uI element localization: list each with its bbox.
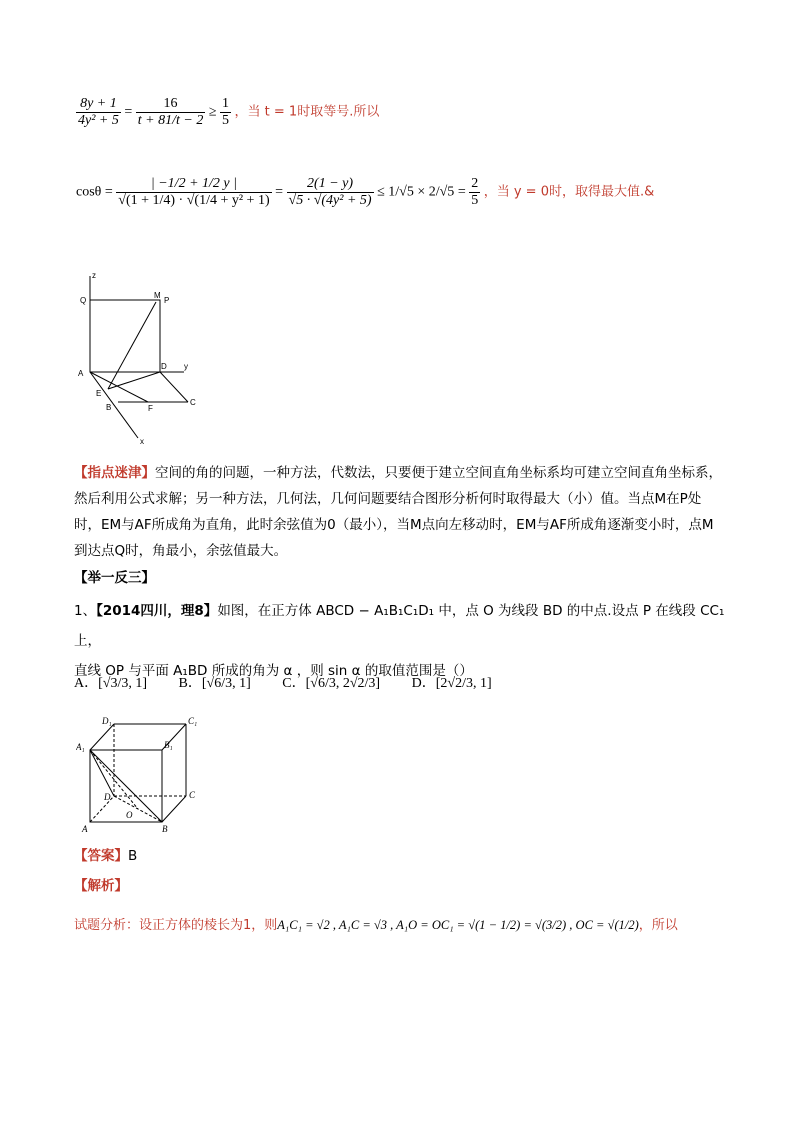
fraction-rhs bbox=[220, 96, 231, 129]
hidden-diagonal-db bbox=[114, 796, 162, 822]
question-number: 1、 bbox=[74, 603, 97, 619]
question-text-1: 如图，在正方体 ABCD − A₁B₁C₁D₁ 中，点 O 为线段 BD 的中点.设点 P 在线段 CC₁ 上， bbox=[74, 603, 725, 649]
ge-sign: ≥ bbox=[208, 104, 217, 120]
label-d1: D₁ bbox=[102, 716, 112, 726]
analysis-title: 【解析】 bbox=[74, 878, 128, 894]
answer-value: B bbox=[128, 848, 138, 864]
question-source: 【2014四川，理8】 bbox=[96, 603, 218, 619]
label-y: y bbox=[184, 362, 188, 371]
option-label: A． bbox=[74, 676, 99, 691]
numerator: 1 bbox=[222, 96, 230, 111]
option-value: [2√2/3, 1] bbox=[435, 676, 492, 691]
denominator: 5 bbox=[471, 193, 479, 208]
le-sign: ≤ bbox=[377, 184, 385, 200]
numerator: 16 bbox=[163, 96, 178, 111]
option-label: B． bbox=[178, 676, 202, 691]
formula-1-tail: ，当 t = 1时取等号.所以 bbox=[234, 104, 380, 120]
label-b: B bbox=[106, 403, 112, 412]
options-row bbox=[74, 672, 492, 692]
denominator: t + 81/t − 2 bbox=[137, 113, 204, 128]
edge-bc bbox=[162, 796, 186, 822]
label-q: Q bbox=[80, 296, 87, 305]
option-value: [√6/3, 1] bbox=[201, 676, 251, 691]
denominator: √5 · √(4y² + 5) bbox=[288, 193, 372, 208]
cos-theta: cosθ = bbox=[76, 184, 113, 200]
section-heading: 【举一反三】 bbox=[74, 570, 155, 586]
equals-sign: = bbox=[275, 184, 284, 200]
segment-a1d bbox=[90, 750, 114, 796]
denominator: 5 bbox=[222, 113, 230, 128]
tip-paragraph bbox=[74, 460, 724, 564]
product-term: 1/√5 × 2/√5 bbox=[388, 184, 455, 200]
option-value: [√6/3, 2√2/3] bbox=[305, 676, 381, 691]
label-a1: A₁ bbox=[76, 742, 85, 752]
fraction-lhs bbox=[76, 96, 121, 129]
numerator: 8y + 1 bbox=[80, 96, 117, 111]
label-m: M bbox=[154, 291, 161, 300]
solution-prefix: 试题分析：设正方体的棱长为1，则 bbox=[74, 918, 278, 933]
label-c: C bbox=[189, 790, 196, 800]
label-a: A bbox=[82, 824, 88, 834]
denominator: 4y² + 5 bbox=[78, 113, 119, 128]
tip-text: 空间的角的问题，一种方法，代数法，只要便于建立空间直角坐标系均可建立空间直角坐标系，然后利用公式求解；另一种方法，几何法，几何问题要结合图形分析何时取得最大（小）值。当点M在P处时，EM与AF所成角为直角，此时余弦值为0（最小），当M点向左移动时，EM与AF所成角逐渐变小时，点M到达点Q时，角最小，余弦值最大。 bbox=[74, 465, 722, 559]
denominator: √(1 + 1/4) · √(1/4 + y² + 1) bbox=[118, 193, 270, 208]
tip-title: 【指点迷津】 bbox=[74, 465, 155, 481]
fraction-4 bbox=[469, 176, 480, 209]
label-c1: C₁ bbox=[188, 716, 198, 726]
answer-title: 【答案】 bbox=[74, 848, 128, 864]
label-p: P bbox=[164, 296, 170, 305]
option-d[interactable] bbox=[412, 676, 492, 691]
option-label: C． bbox=[282, 676, 306, 691]
label-b: B bbox=[162, 824, 168, 834]
label-o: O bbox=[126, 810, 133, 820]
label-d: D bbox=[104, 792, 111, 802]
option-b[interactable] bbox=[179, 676, 251, 691]
label-e: E bbox=[96, 389, 102, 398]
option-c[interactable] bbox=[282, 676, 380, 691]
numerator: 2(1 − y) bbox=[307, 176, 354, 191]
label-a: A bbox=[78, 369, 84, 378]
numerator: | −1/2 + 1/2 y | bbox=[150, 176, 237, 191]
equals-sign: = bbox=[124, 104, 133, 120]
square-aqpd bbox=[90, 300, 160, 372]
fraction-cos bbox=[116, 176, 271, 209]
equals-sign: = bbox=[457, 184, 466, 200]
option-label: D． bbox=[411, 676, 436, 691]
answer-row bbox=[74, 844, 137, 864]
edge-dc bbox=[160, 372, 188, 402]
label-d: D bbox=[161, 362, 167, 371]
coordinate-figure bbox=[72, 268, 202, 448]
label-b1: B₁ bbox=[164, 740, 173, 750]
solution-line bbox=[74, 914, 734, 933]
option-value: [√3/3, 1] bbox=[98, 676, 148, 691]
question-text-2: 直线 OP 与平面 A₁BD 所成的角为 α ，则 sin α 的取值范围是（） bbox=[74, 663, 473, 679]
fraction-mid bbox=[136, 96, 206, 129]
label-x: x bbox=[140, 437, 144, 446]
label-c: C bbox=[190, 398, 196, 407]
formula-2 bbox=[76, 176, 654, 209]
formula-2-tail: ，当 y = 0时，取得最大值.& bbox=[483, 184, 655, 200]
label-z: z bbox=[92, 271, 96, 280]
label-f: F bbox=[148, 404, 153, 413]
edge-a1d1 bbox=[90, 724, 114, 750]
numerator: 2 bbox=[471, 176, 479, 191]
formula-1 bbox=[76, 96, 379, 129]
option-a[interactable] bbox=[74, 676, 147, 691]
solution-math: A₁C₁ = √2 , A₁C = √3 , A₁O = OC₁ = √(1 − 1/2) = √(3/2) , OC = √(1/2) bbox=[277, 918, 639, 932]
question-line-1 bbox=[74, 596, 734, 656]
fraction-2 bbox=[287, 176, 374, 209]
cube-figure bbox=[76, 714, 206, 836]
solution-tail: ，所以 bbox=[638, 918, 678, 933]
